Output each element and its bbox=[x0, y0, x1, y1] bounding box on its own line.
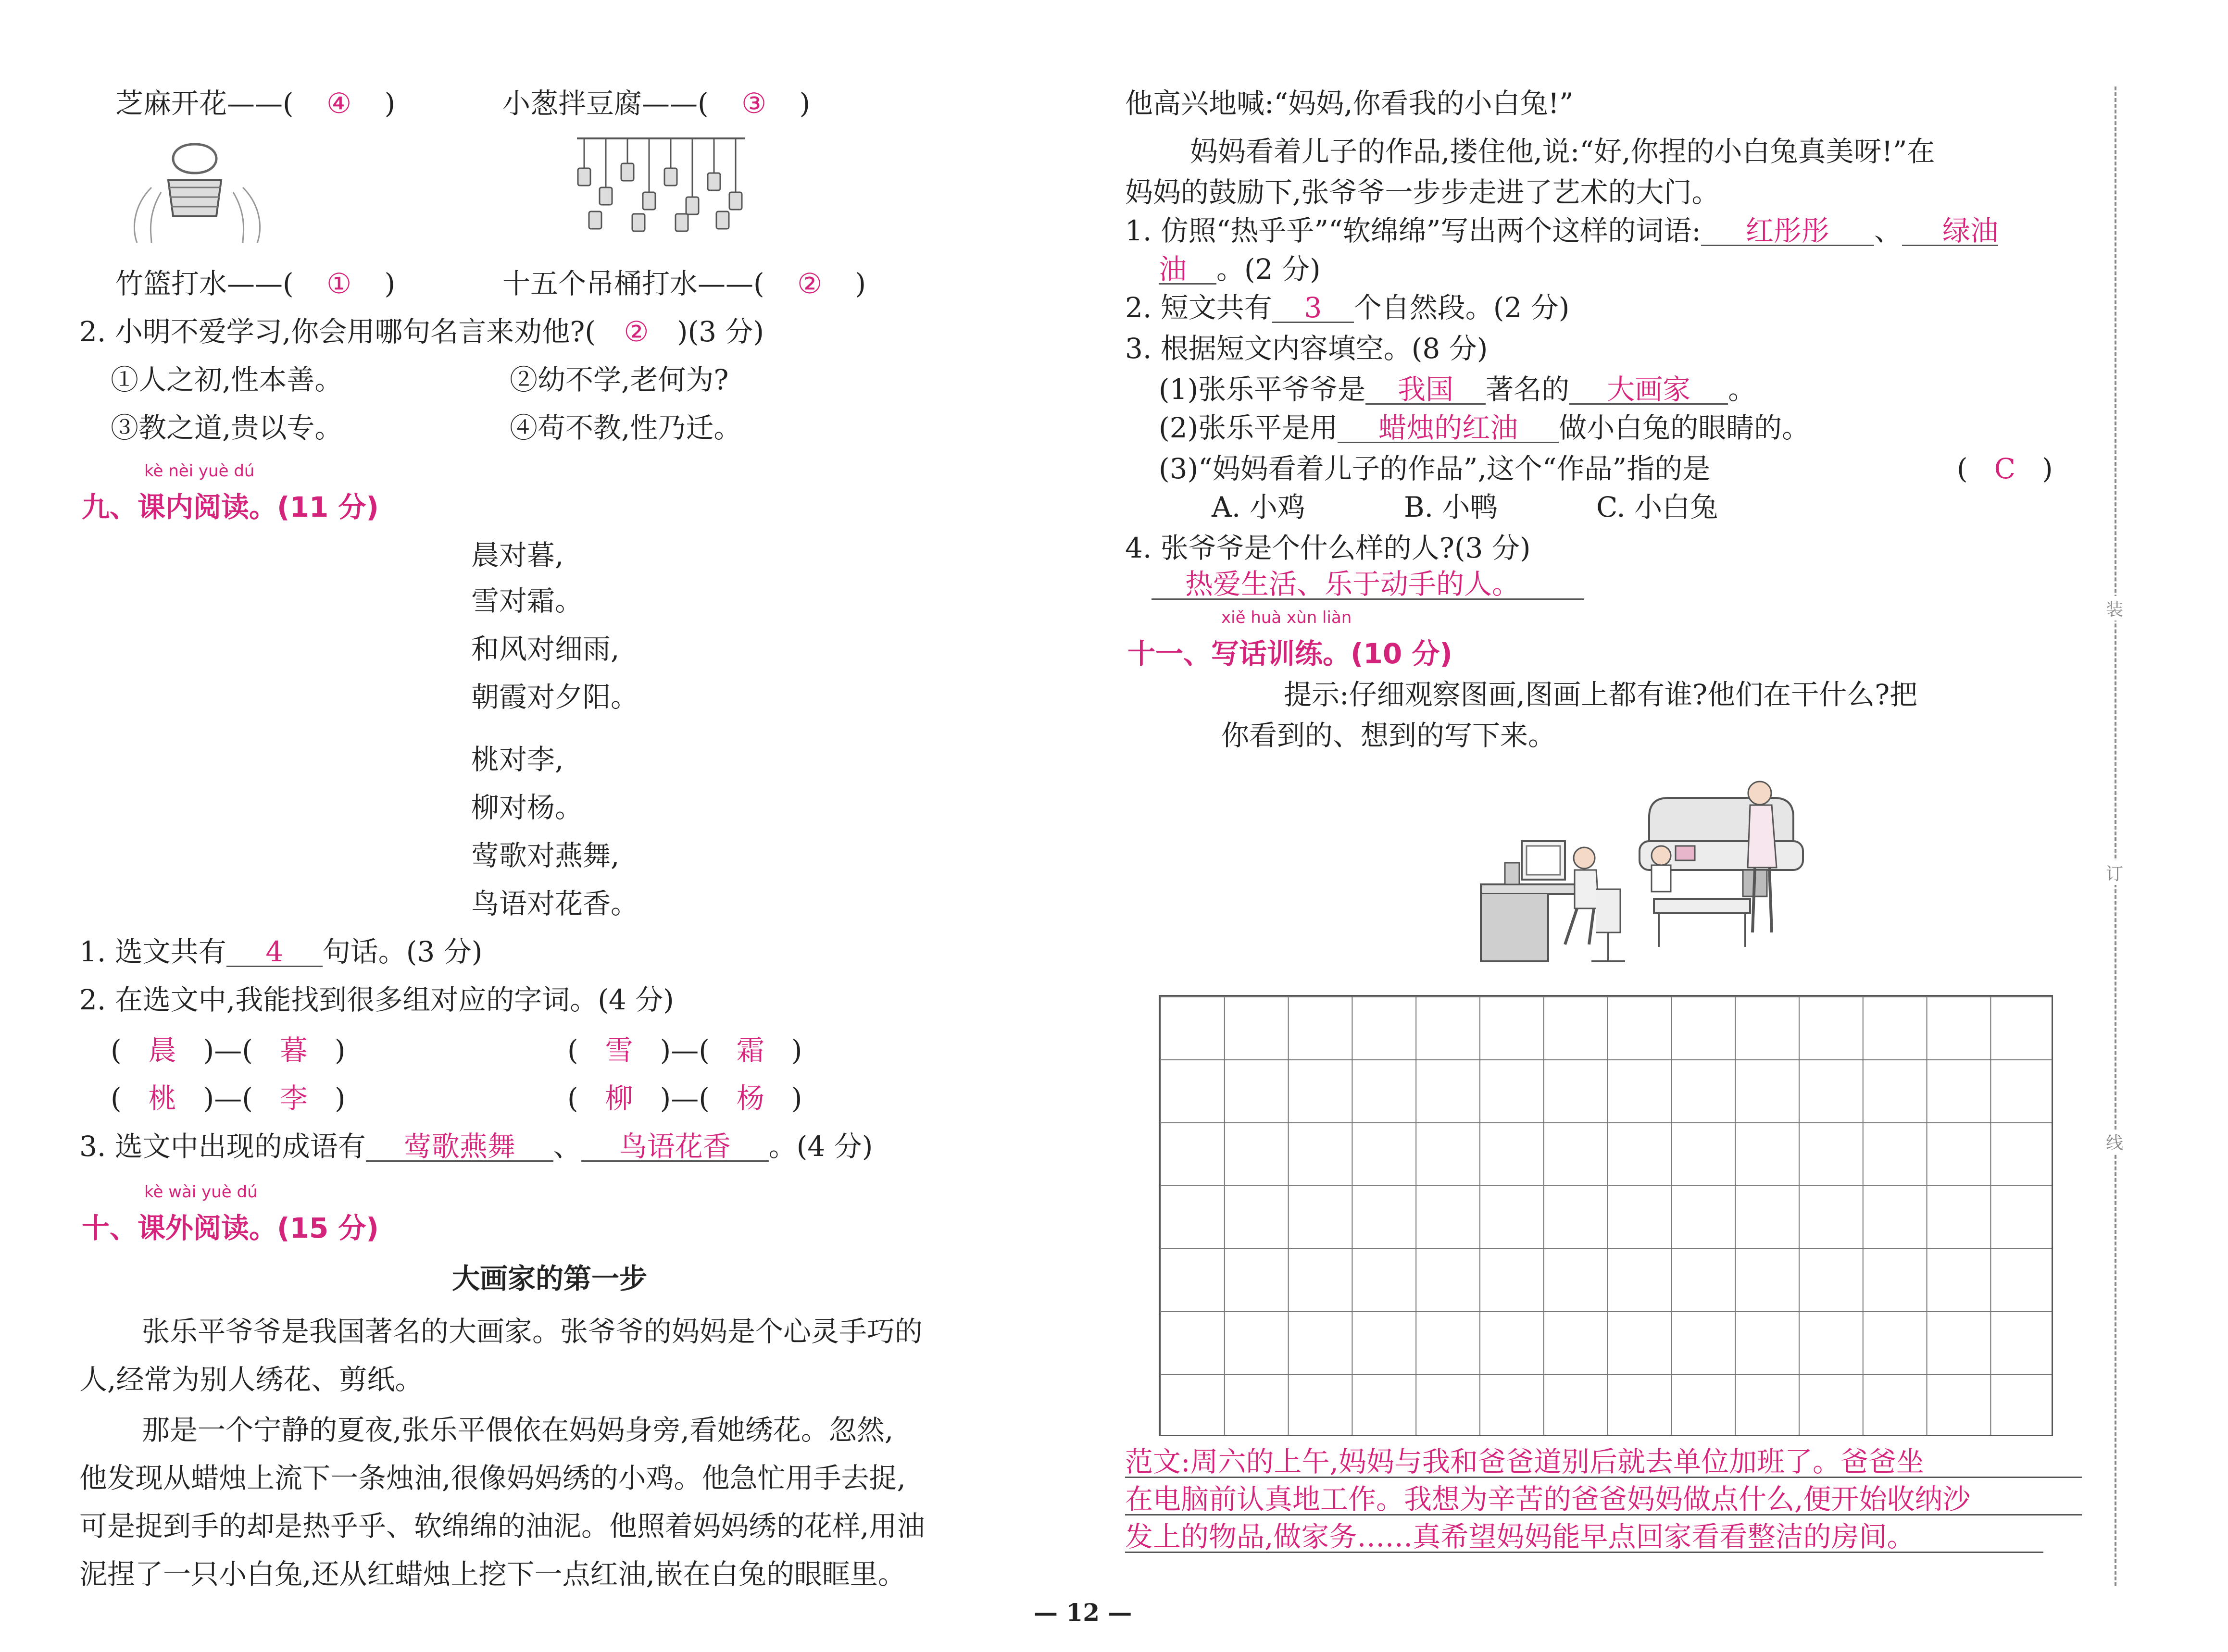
s9-question-2: 2. 在选文中,我能找到很多组对应的字词。(4 分) bbox=[79, 983, 674, 1016]
r-question-3-2: (2)张乐平是用 蜡烛的红油 做小白兔的眼睛的。 bbox=[1159, 411, 1810, 444]
option-2: ②幼不学,老何为? bbox=[510, 363, 729, 396]
story-line: 妈妈看着儿子的作品,搂住他,说:“好,你捏的小白兔真美呀!”在 bbox=[1190, 135, 1935, 168]
riddle-4: 十五个吊桶打水——( ② ) bbox=[502, 267, 866, 300]
r-question-3: 3. 根据短文内容填空。(8 分) bbox=[1125, 332, 1488, 365]
riddle-1-answer: ④ bbox=[326, 87, 352, 120]
riddle-3: 竹篮打水——( ① ) bbox=[115, 267, 396, 300]
story-line: 那是一个宁静的夏夜,张乐平偎依在妈妈身旁,看她绣花。忽然, bbox=[142, 1414, 894, 1446]
question-2-motto: 2. 小明不爱学习,你会用哪句名言来劝他?( ② )(3 分) bbox=[79, 315, 764, 348]
story-line: 泥捏了一只小白兔,还从红蜡烛上挖下一点红油,嵌在白兔的眼眶里。 bbox=[79, 1558, 906, 1590]
pair-row: ( 柳 )—( 杨 ) bbox=[567, 1082, 802, 1115]
option-4: ④苟不教,性乃迁。 bbox=[510, 411, 742, 444]
family-illustration bbox=[1476, 779, 1822, 971]
section-10-title: 十、课外阅读。(15 分) bbox=[82, 1212, 379, 1244]
choice-b: B. 小鸭 bbox=[1404, 491, 1498, 523]
binding-label: 订 bbox=[2106, 860, 2123, 885]
story-title: 大画家的第一步 bbox=[452, 1262, 648, 1295]
choice-a: A. 小鸡 bbox=[1212, 491, 1305, 523]
s9-q1-answer: 4 bbox=[226, 938, 323, 967]
option-3: ③教之道,贵以专。 bbox=[111, 411, 343, 444]
poem-line: 柳对杨。 bbox=[471, 791, 583, 824]
bamboo-basket-illustration bbox=[123, 135, 272, 245]
s9-question-1: 1. 选文共有 4 句话。(3 分) bbox=[79, 935, 483, 968]
section-9-title: 九、课内阅读。(11 分) bbox=[82, 491, 379, 523]
question-2-answer: ② bbox=[624, 315, 649, 348]
riddle-2-answer: ③ bbox=[741, 87, 767, 120]
r-question-3-3-bracket: ( C ) bbox=[1957, 452, 2053, 485]
riddle-1: 芝麻开花——( ④ ) bbox=[115, 87, 396, 120]
story-line: 人,经常为别人绣花、剪纸。 bbox=[79, 1363, 423, 1396]
story-line: 可是捉到手的却是热乎乎、软绵绵的油泥。他照着妈妈绣的花样,用油 bbox=[79, 1510, 925, 1542]
riddle-2: 小葱拌豆腐——( ③ ) bbox=[502, 87, 811, 120]
option-1: ①人之初,性本善。 bbox=[111, 363, 343, 396]
buckets-illustration bbox=[572, 135, 750, 236]
hint-line: 你看到的、想到的写下来。 bbox=[1221, 719, 1556, 752]
writing-grid[interactable] bbox=[1159, 995, 2053, 1436]
sample-essay-line: 范文:周六的上午,妈妈与我和爸爸道别后就去单位加班了。爸爸坐 bbox=[1125, 1447, 2082, 1478]
poem-line: 莺歌对燕舞, bbox=[471, 839, 620, 872]
r-question-4: 4. 张爷爷是个什么样的人?(3 分) bbox=[1125, 532, 1531, 564]
r-question-1: 1. 仿照“热乎乎”“软绵绵”写出两个这样的词语: 红彤彤 、 绿油 bbox=[1125, 214, 1998, 247]
sample-essay-line: 在电脑前认真地工作。我想为辛苦的爸爸妈妈做点什么,便开始收纳沙 bbox=[1125, 1484, 2082, 1515]
choice-c: C. 小白兔 bbox=[1596, 491, 1718, 523]
r-question-2: 2. 短文共有 3 个自然段。(2 分) bbox=[1125, 291, 1570, 324]
story-line: 张乐平爷爷是我国著名的大画家。张爷爷的妈妈是个心灵手巧的 bbox=[142, 1315, 923, 1348]
story-line: 妈妈的鼓励下,张爷爷一步步走进了艺术的大门。 bbox=[1125, 176, 1720, 209]
hint-line: 提示:仔细观察图画,图画上都有谁?他们在干什么?把 bbox=[1284, 678, 1918, 711]
poem-line: 朝霞对夕阳。 bbox=[471, 681, 639, 713]
r-question-3-3: (3)“妈妈看着儿子的作品”,这个“作品”指的是 bbox=[1159, 452, 1711, 485]
section-9-pinyin: kè nèi yuè dú bbox=[144, 461, 255, 481]
r-question-3-1: (1)张乐平爷爷是 我国 著名的 大画家 。 bbox=[1159, 373, 1756, 406]
pair-row: ( 雪 )—( 霜 ) bbox=[567, 1034, 802, 1067]
s9-question-3: 3. 选文中出现的成语有 莺歌燕舞 、 鸟语花香 。(4 分) bbox=[79, 1130, 873, 1163]
riddle-4-answer: ② bbox=[797, 267, 823, 300]
page-number: — 12 — bbox=[1034, 1598, 1132, 1627]
poem-line: 雪对霜。 bbox=[471, 584, 583, 617]
r-question-1-cont: 油 。(2 分) bbox=[1159, 253, 1321, 286]
story-line: 他高兴地喊:“妈妈,你看我的小白兔!” bbox=[1125, 87, 1574, 120]
section-11-title: 十一、写话训练。(10 分) bbox=[1127, 637, 1452, 670]
poem-line: 和风对细雨, bbox=[471, 633, 620, 665]
binding-label: 线 bbox=[2106, 1130, 2123, 1154]
pair-row: ( 桃 )—( 李 ) bbox=[111, 1082, 346, 1115]
story-line: 他发现从蜡烛上流下一条烛油,很像妈妈绣的小鸡。他急忙用手去捉, bbox=[79, 1462, 906, 1494]
section-10-pinyin: kè wài yuè dú bbox=[144, 1182, 258, 1202]
binding-dashed-line bbox=[2115, 87, 2116, 1586]
poem-line: 鸟语对花香。 bbox=[471, 887, 639, 920]
r-question-4-answer: 热爱生活、乐于动手的人。 bbox=[1152, 570, 1584, 600]
section-11-pinyin: xiě huà xùn liàn bbox=[1221, 608, 1352, 627]
poem-line: 桃对李, bbox=[471, 743, 564, 776]
pair-row: ( 晨 )—( 暮 ) bbox=[111, 1034, 346, 1067]
sample-essay-line: 发上的物品,做家务……真希望妈妈能早点回家看看整洁的房间。 bbox=[1125, 1522, 2043, 1553]
binding-label: 装 bbox=[2106, 596, 2123, 621]
riddle-3-answer: ① bbox=[326, 267, 352, 300]
poem-line: 晨对暮, bbox=[471, 539, 564, 571]
